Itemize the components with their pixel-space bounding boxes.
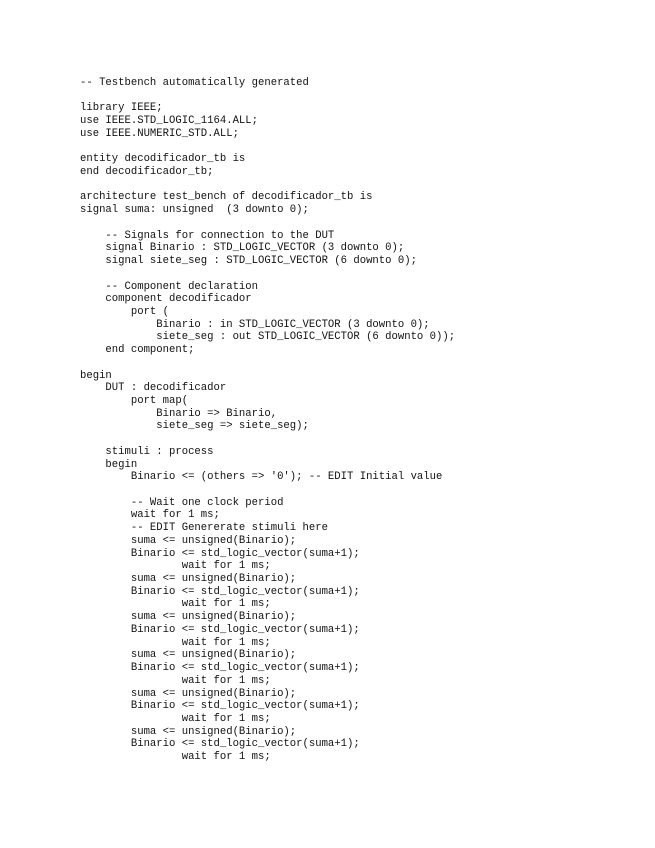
code-line: suma <= unsigned(Binario);: [80, 611, 297, 624]
code-line: wait for 1 ms;: [80, 560, 271, 573]
code-line: library IEEE;: [80, 102, 163, 115]
code-line: stimuli : process: [80, 445, 214, 458]
code-line: entity decodificador_tb is: [80, 153, 246, 166]
code-line: signal Binario : STD_LOGIC_VECTOR (3 downto 0);: [80, 242, 405, 255]
code-line: port map(: [80, 394, 189, 407]
code-line: Binario <= (others => '0'); -- EDIT Initial value: [80, 471, 443, 484]
code-line: wait for 1 ms;: [80, 712, 271, 725]
code-line: [80, 433, 455, 446]
code-line: port (: [80, 305, 170, 318]
code-line: suma <= unsigned(Binario);: [80, 725, 297, 738]
code-line: Binario <= std_logic_vector(suma+1);: [80, 623, 360, 636]
code-line: -- Component declaration: [80, 280, 259, 293]
code-line: -- Wait one clock period: [80, 496, 284, 509]
code-line: signal suma: unsigned (3 downto 0);: [80, 204, 309, 217]
code-line: [80, 141, 455, 154]
code-line: suma <= unsigned(Binario);: [80, 649, 297, 662]
code-line: signal siete_seg : STD_LOGIC_VECTOR (6 downto 0);: [80, 255, 417, 268]
code-line: suma <= unsigned(Binario);: [80, 687, 297, 700]
code-line: wait for 1 ms;: [80, 509, 220, 522]
code-line: end decodificador_tb;: [80, 166, 214, 179]
code-line: Binario <= std_logic_vector(suma+1);: [80, 585, 360, 598]
code-line: wait for 1 ms;: [80, 598, 271, 611]
code-line: wait for 1 ms;: [80, 674, 271, 687]
code-line: [80, 484, 455, 497]
code-line: begin: [80, 369, 112, 382]
code-line: [80, 357, 455, 370]
code-line: [80, 90, 455, 103]
code-line: Binario <= std_logic_vector(suma+1);: [80, 700, 360, 713]
code-line: end component;: [80, 344, 195, 357]
code-line: use IEEE.STD_LOGIC_1164.ALL;: [80, 115, 259, 128]
code-line: Binario <= std_logic_vector(suma+1);: [80, 547, 360, 560]
code-line: Binario => Binario,: [80, 407, 278, 420]
code-line: begin: [80, 458, 138, 471]
code-line: [80, 179, 455, 192]
code-line: component decodificador: [80, 293, 252, 306]
vhdl-testbench-code: [80, 77, 455, 764]
code-line: use IEEE.NUMERIC_STD.ALL;: [80, 127, 239, 140]
code-line: siete_seg => siete_seg);: [80, 420, 309, 433]
code-line: suma <= unsigned(Binario);: [80, 534, 297, 547]
code-line: DUT : decodificador: [80, 382, 227, 395]
code-line: [80, 268, 455, 281]
code-line: -- Signals for connection to the DUT: [80, 229, 335, 242]
code-line: architecture test_bench of decodificador_tb is: [80, 191, 373, 204]
code-line: suma <= unsigned(Binario);: [80, 573, 297, 586]
code-line: Binario : in STD_LOGIC_VECTOR (3 downto 0);: [80, 318, 430, 331]
code-line: [80, 217, 455, 230]
code-line: Binario <= std_logic_vector(suma+1);: [80, 738, 360, 751]
code-line: wait for 1 ms;: [80, 636, 271, 649]
code-line: -- Testbench automatically generated: [80, 77, 309, 89]
code-line: Binario <= std_logic_vector(suma+1);: [80, 662, 360, 675]
code-line: wait for 1 ms;: [80, 751, 271, 764]
code-line: -- EDIT Genererate stimuli here: [80, 522, 328, 535]
code-line: siete_seg : out STD_LOGIC_VECTOR (6 downto 0));: [80, 331, 456, 344]
